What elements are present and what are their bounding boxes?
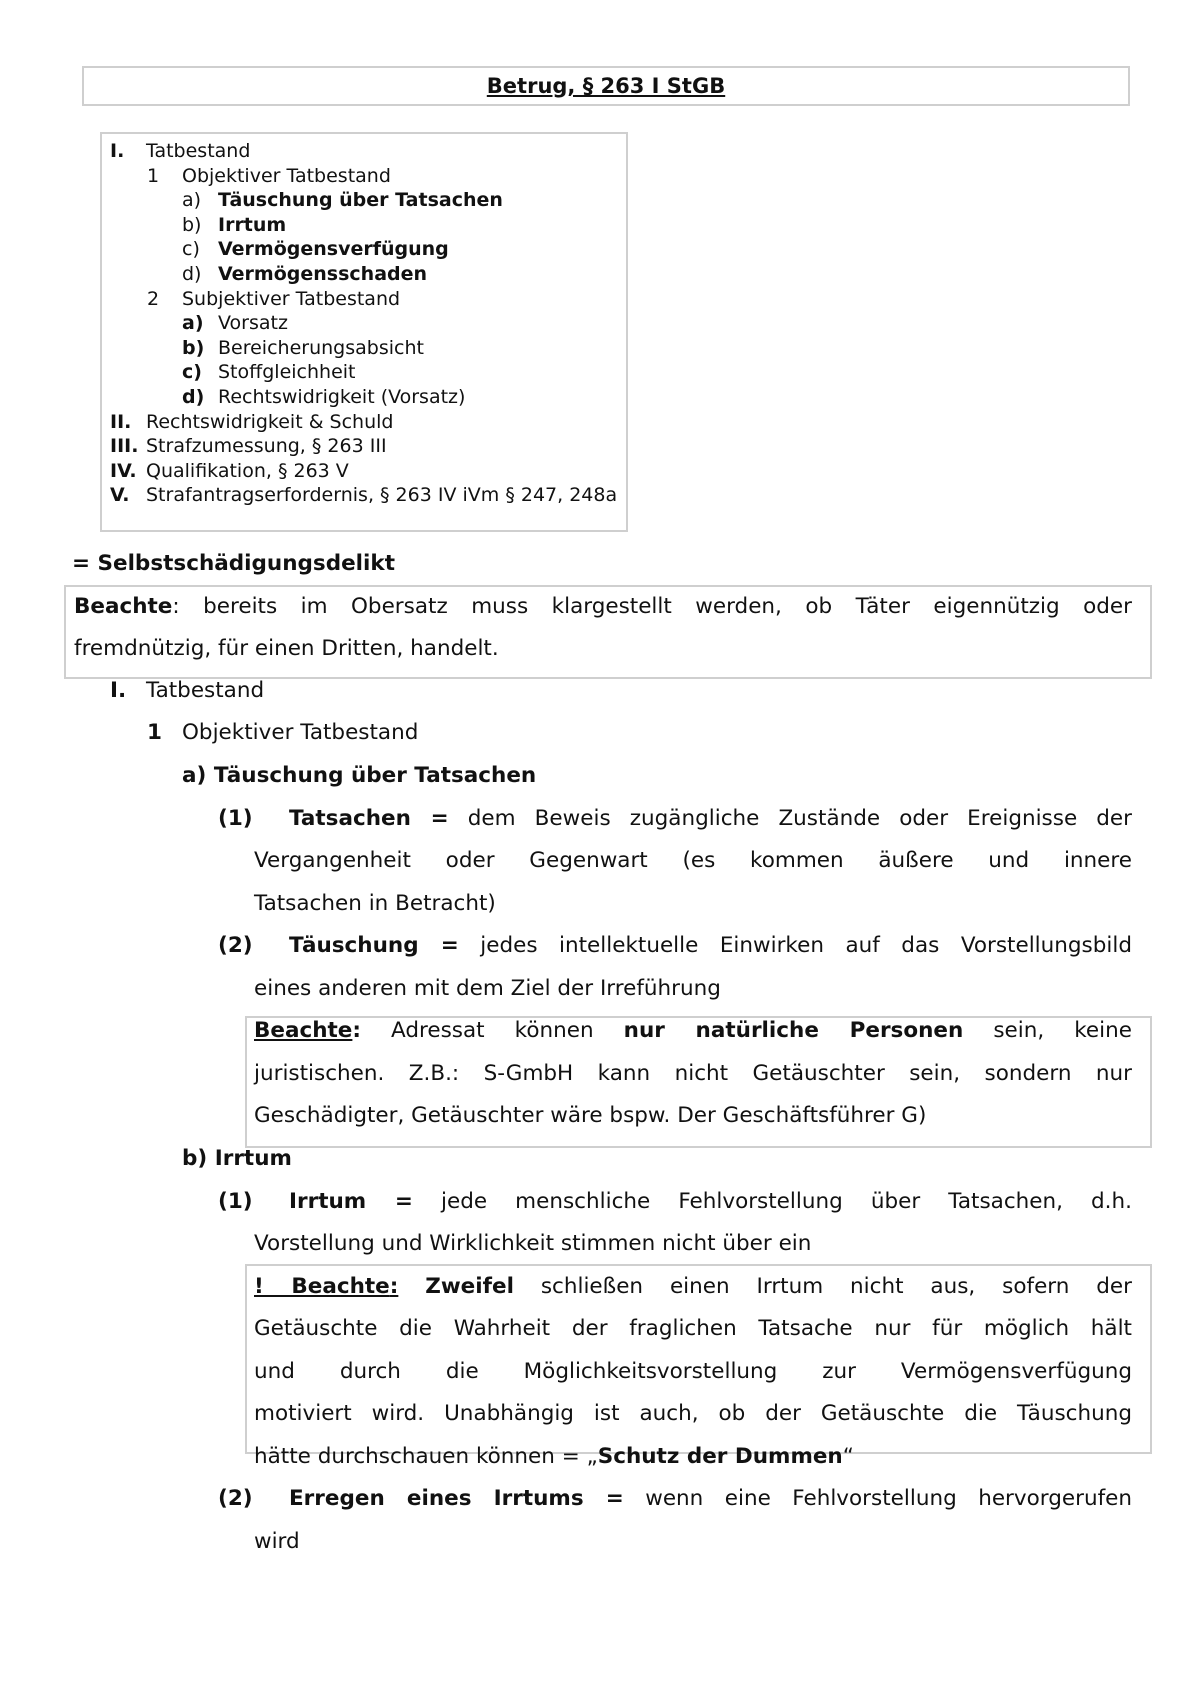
subsection-title: Objektiver Tatbestand: [182, 720, 419, 745]
note-line-2: [254, 1061, 1132, 1086]
outline-item: Objektiver Tatbestand: [182, 164, 391, 187]
outline-item: Vermögensverfügung: [218, 238, 449, 261]
item-line-2: eines anderen mit dem Ziel der Irreführung: [254, 976, 721, 1001]
note-text: sein, keine: [963, 1018, 1132, 1043]
outline-marker: c): [182, 238, 200, 261]
note-text: motiviert wird. Unabhängig ist auch, ob der Getäuschte die Täuschung: [254, 1401, 1132, 1426]
note-label: Beachte: [254, 1018, 353, 1043]
note-text: Adressat können: [361, 1018, 624, 1043]
point-text: Täuschung über Tatsachen: [213, 763, 537, 788]
item-text: jede menschliche Fehlvorstellung über Tatsachen, d.h.: [412, 1189, 1132, 1214]
outline-marker: b): [182, 213, 202, 236]
item-line-2: Vorstellung und Wirklichkeit stimmen nicht über ein: [254, 1231, 812, 1256]
outline-item: Subjektiver Tatbestand: [182, 287, 401, 310]
point-b-title: [182, 1146, 292, 1171]
note-line-5: [254, 1444, 854, 1469]
note-line-3: Geschädigter, Getäuschter wäre bspw. Der Geschäftsführer G): [254, 1103, 927, 1128]
item-text: jedes intellektuelle Einwirken auf das Vorstellungsbild: [458, 933, 1132, 958]
outline-item: Rechtswidrigkeit (Vorsatz): [218, 386, 466, 408]
outline-item: Täuschung über Tatsachen: [218, 189, 503, 212]
outline-marker: d): [182, 263, 202, 285]
note-colon: :: [352, 1018, 361, 1043]
note-text: “: [842, 1444, 854, 1469]
outline-item: Strafzumessung, § 263 III: [146, 435, 387, 458]
outline-item: Tatbestand: [146, 140, 251, 162]
outline-marker: b): [182, 336, 205, 359]
item-term: Tatsachen =: [289, 806, 449, 831]
note-line-3: [254, 1359, 1132, 1384]
item-text: dem Beweis zugängliche Zustände oder Ereignisse der: [448, 806, 1132, 831]
item-line-3: Tatsachen in Betracht): [254, 891, 496, 916]
item-line-1: [289, 1486, 1132, 1511]
item-line-1: [289, 1189, 1132, 1214]
point-marker: b): [182, 1146, 208, 1171]
item-line-1: [289, 933, 1132, 958]
note-text: hätte durchschauen können = „: [254, 1444, 598, 1469]
subsection-marker: 1: [147, 720, 162, 745]
outline-marker: a): [182, 312, 204, 335]
item-term: Täuschung =: [289, 933, 459, 958]
point-a-title: [182, 763, 536, 788]
note-text: Getäuschte die Wahrheit der fraglichen Tatsache nur für möglich hält: [254, 1316, 1132, 1341]
item-number: (2): [218, 1486, 253, 1511]
outline-marker: d): [182, 386, 205, 408]
item-term: Erregen eines Irrtums =: [289, 1486, 624, 1511]
outline-marker: 2: [147, 287, 160, 310]
note-line-1: [254, 1018, 1132, 1043]
note-emphasis: Zweifel: [425, 1274, 514, 1299]
item-term: Irrtum =: [289, 1189, 413, 1214]
item-number: (2): [218, 933, 253, 958]
note-line-4: [254, 1401, 1132, 1426]
note-line-1: [74, 594, 1132, 619]
outline-marker: I.: [110, 140, 125, 162]
outline-item: Stoffgleichheit: [218, 361, 356, 384]
note-line-2: fremdnützig, für einen Dritten, handelt.: [74, 636, 499, 661]
note-line-1: [254, 1274, 1132, 1299]
note-colon: :: [389, 1274, 399, 1299]
item-line-2: wird: [254, 1529, 300, 1554]
section-heading: = Selbstschädigungsdelikt: [72, 551, 395, 576]
section-title: Tatbestand: [146, 678, 265, 703]
note-emphasis: nur natürliche Personen: [623, 1018, 964, 1043]
note-text: schließen einen Irrtum nicht aus, sofern der: [513, 1274, 1132, 1299]
note-emphasis: Schutz der Dummen: [597, 1444, 843, 1469]
outline-item: Qualifikation, § 263 V: [146, 459, 349, 482]
outline-marker: IV.: [110, 459, 137, 482]
outline-item: Rechtswidrigkeit & Schuld: [146, 410, 394, 433]
document-title: Betrug, § 263 I StGB: [82, 66, 1130, 106]
note-text: : bereits im Obersatz muss klargestellt werden, ob Täter eigennützig oder: [172, 594, 1132, 619]
outline-marker: 1: [147, 164, 160, 187]
note-text: und durch die Möglichkeitsvorstellung zur Vermögensverfügung: [254, 1359, 1132, 1384]
outline-marker: II.: [110, 410, 132, 433]
outline-item: Bereicherungsabsicht: [218, 336, 424, 359]
outline-marker: a): [182, 189, 202, 212]
item-line-2: [254, 848, 1132, 873]
outline-item: Vermögensschaden: [218, 263, 428, 285]
outline-item: Vorsatz: [218, 312, 288, 335]
point-text: Irrtum: [214, 1146, 292, 1171]
item-text: Vergangenheit oder Gegenwart (es kommen äußere und innere: [254, 848, 1132, 873]
section-marker: I.: [110, 678, 127, 703]
outline-marker: c): [182, 361, 202, 384]
outline-item: Strafantragserfordernis, § 263 IV iVm § 247, 248a: [146, 484, 618, 507]
outline-item: Irrtum: [218, 213, 287, 236]
outline-marker: V.: [110, 484, 130, 507]
note-text: juristischen. Z.B.: S-GmbH kann nicht Getäuschter sein, sondern nur: [254, 1061, 1132, 1086]
item-number: (1): [218, 806, 253, 831]
note-label: ! Beachte: [254, 1274, 390, 1299]
outline-marker: III.: [110, 435, 139, 458]
note-label: Beachte: [74, 594, 173, 619]
note-line-2: [254, 1316, 1132, 1341]
item-line-1: [289, 806, 1132, 831]
item-text: wenn eine Fehlvorstellung hervorgerufen: [623, 1486, 1132, 1511]
item-number: (1): [218, 1189, 253, 1214]
point-marker: a): [182, 763, 207, 788]
